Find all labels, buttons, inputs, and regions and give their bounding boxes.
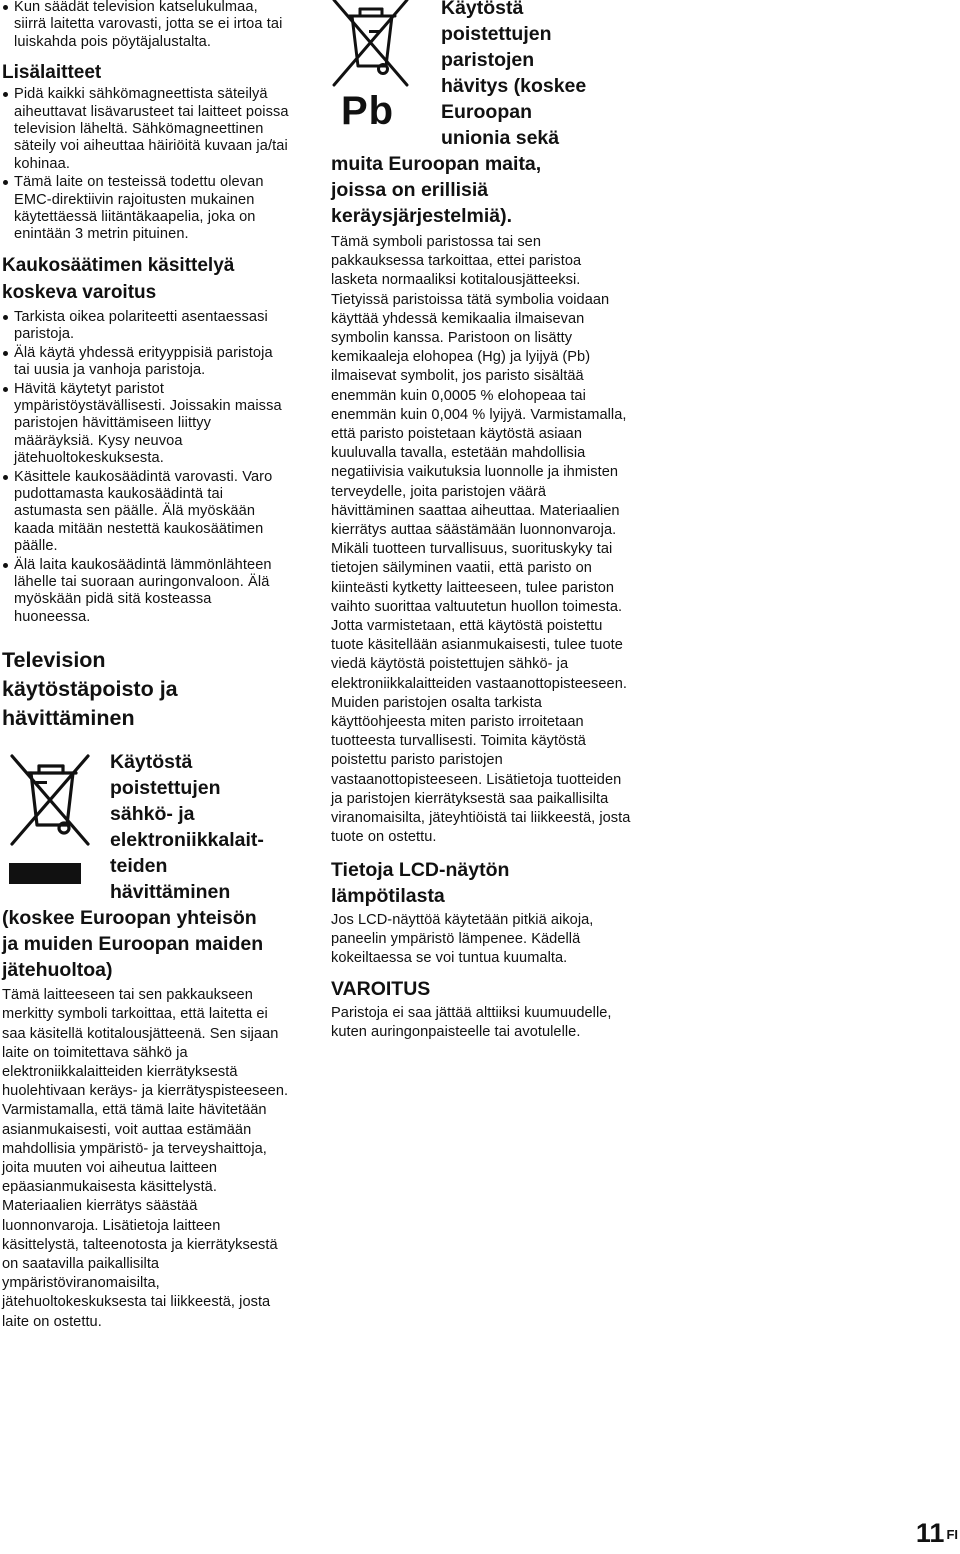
weee-title-line: poistettujen — [110, 777, 221, 800]
battery-block — [331, 0, 631, 229]
tv-disposal-heading-line: Television — [2, 648, 106, 673]
weee-title-line: Käytöstä — [110, 751, 193, 774]
list-item: Kun säädät television katselukulmaa, siirrä laitetta varovasti, jotta se ei irtoa tai luiskahda pois pöytäjalustalta. — [2, 0, 292, 51]
list-item: Tämä laite on testeissä todettu olevan EMC-direktiivin rajoitusten mukainen käytettäessä liitäntäkaapelia, joka on enintään 3 metrin pituinen. — [2, 174, 292, 244]
lcd-heading-line: lämpötilasta — [331, 884, 445, 907]
lcd-heading-line: Tietoja LCD-näytön — [331, 858, 510, 881]
remote-heading — [2, 253, 292, 305]
list-item: Tarkista oikea polariteetti asentaessasi paristoja. — [2, 309, 292, 344]
battery-title-line: Euroopan — [441, 101, 532, 123]
tv-disposal-heading — [2, 646, 292, 733]
list-item: Älä laita kaukosäädintä lämmönlähteen lähelle tai suoraan auringonvaloon. Älä myöskään pidä sitä kosteassa huoneessa. — [2, 557, 292, 627]
battery-title-line: muita Euroopan maita, — [331, 153, 542, 175]
weee-body: Tämä laitteeseen tai sen pakkaukseen merkitty symboli tarkoittaa, että laitetta ei saa käsitellä kotitalousjätteenä. Sen sijaan laite on toimitettava sähkö ja elektroniikkalaitteiden kierrätyksestä huolehtivaan keräys- ja kierrätyspisteeseen. Varmistamalla, että tämä laite hävitetään asianmukaisesti, voit auttaa estämään mahdollisia ympäristö- ja terveyshaittoja, joita muuten voi aiheutua laitteen epäasianmukaisesta käsittelystä. Materiaalien kierrätys säästää luonnonvaroja. Lisätietoja laitteen käsittelystä, talteenotosta ja kierrätyksestä on saatavilla paikallisilta ympäristöviranomaisilta, jätehuoltokeskuksesta tai liikkeestä, josta laite on ostettu. — [2, 987, 289, 1330]
weee-title-line: teiden — [110, 855, 168, 878]
battery-title-line: poistettujen — [441, 23, 552, 45]
crossed-bin-icon — [9, 753, 93, 885]
crossed-bin-icon — [331, 0, 411, 97]
page-number-value: 11 — [915, 1518, 945, 1548]
list-item: Hävitä käytetyt paristot ympäristöystävällisesti. Joissakin maissa paristojen hävittämiseen liittyy määräyksiä. Kysy neuvoa jätehuoltokeskuksesta. — [2, 381, 292, 468]
left-column — [2, 0, 292, 1332]
tv-disposal-heading-line: hävittäminen — [2, 706, 135, 731]
weee-block — [2, 749, 292, 983]
weee-title-line: jätehuoltoa) — [2, 959, 113, 982]
tv-disposal-heading-line: käytöstäpoisto ja — [2, 677, 178, 702]
remote-list — [2, 309, 292, 626]
accessories-heading: Lisälaitteet — [2, 62, 102, 84]
remote-heading-line: koskeva varoitus — [2, 281, 157, 303]
weee-title-line: hävittäminen — [110, 881, 231, 904]
lcd-body: Jos LCD-näyttöä käytetään pitkiä aikoja, paneelin ympäristö lämpenee. Kädellä kokeiltaessa se voi tuntua kuumalta. — [331, 911, 594, 966]
battery-title-line: hävitys (koskee — [441, 75, 587, 97]
remote-heading-line: Kaukosäätimen käsittelyä — [2, 254, 235, 276]
accessories-list — [2, 86, 292, 244]
weee-title-line: (koskee Euroopan yhteisön — [2, 907, 257, 930]
right-column — [331, 0, 631, 1043]
pb-label: Pb — [341, 89, 395, 133]
battery-title-line: keräysjärjestelmiä). — [331, 205, 513, 227]
warning-heading: VAROITUS — [331, 978, 431, 1001]
weee-title-line: elektroniikkalait- — [110, 829, 264, 852]
weee-title-line: ja muiden Euroopan maiden — [2, 933, 264, 956]
battery-title-line: Käytöstä — [441, 0, 524, 19]
battery-body: Tämä symboli paristossa tai sen pakkauksessa tarkoittaa, ettei paristoa lasketa normaaliksi kotitalousjätteeksi. Tietyissä paristoissa tätä symbolia voidaan käyttää yhdessä kemikaalia ilmaisevan symbolin kanssa. Paristoon on lisätty kemikaaleja elohopea (Hg) ja lyijyä (Pb) ilmaisevat symbolit, jos paristo sisältää enemmän kuin 0,0005 % elohopeaa tai enemmän kuin 0,004 % lyijyä. Varmistamalla, että paristo poistetaan käytöstä asiaan kuuluvalla tavalla, estetään mahdollisia negatiivisia vaikutuksia luonnolle ja ihmisten terveydelle, joita paristojen väärä hävittäminen saattaa aiheuttaa. Materiaalien kierrätys auttaa säästämään luonnonvaroja. Mikäli tuotteen turvallisuus, suorituskyky tai tietojen säilyminen vaatii, että paristo on kiinteästi kytketty laitteeseen, tulee pariston vaihto suorittaa valtuutetun huollon toimesta. Jotta varmistetaan, että käytöstä poistettu tuote käsitellään asianmukaisesti, tulee tuote viedä käytöstä poistettujen sähkö- ja elektroniikkalaitteiden vastaanottopisteeseen. Muiden paristojen osalta tarkista käyttöohjeesta miten paristo irroitetaan tuotteesta turvallisesti. Toimita käytöstä poistettu paristo paristojen vastaanottopisteeseen. Lisätietoja tuotteiden ja paristojen kierrätyksestä saa paikallisilta viranomaisilta, jäteyhtiöistä tai liikkeestä, josta tuote on ostettu. — [331, 234, 631, 846]
warning-body: Paristoja ei saa jättää alttiiksi kuumuudelle, kuten auringonpaisteelle tai avotulelle. — [331, 1005, 612, 1041]
battery-title-line: paristojen — [441, 49, 535, 71]
list-item: Käsittele kaukosäädintä varovasti. Varo pudottamasta kaukosäädintä tai astumasta sen päälle. Älä myöskään kaada mitään nestettä kaukosäätimen päälle. — [2, 469, 292, 556]
intro-list — [2, 0, 292, 51]
language-code: FI — [946, 1527, 958, 1542]
weee-title-line: sähkö- ja — [110, 803, 195, 826]
page-number — [916, 1518, 958, 1548]
battery-title-line: unionia sekä — [441, 127, 560, 149]
list-item: Pidä kaikki sähkömagneettista säteilyä aiheuttavat lisävarusteet tai laitteet poissa television läheltä. Sähkömagneettinen säteily voi aiheuttaa häiriöitä kuvaan ja/tai kohinaa. — [2, 86, 292, 173]
battery-title-line: joissa on erillisiä — [331, 179, 489, 201]
list-item: Älä käytä yhdessä erityyppisiä paristoja tai uusia ja vanhoja paristoja. — [2, 345, 292, 380]
lcd-heading — [331, 857, 631, 909]
